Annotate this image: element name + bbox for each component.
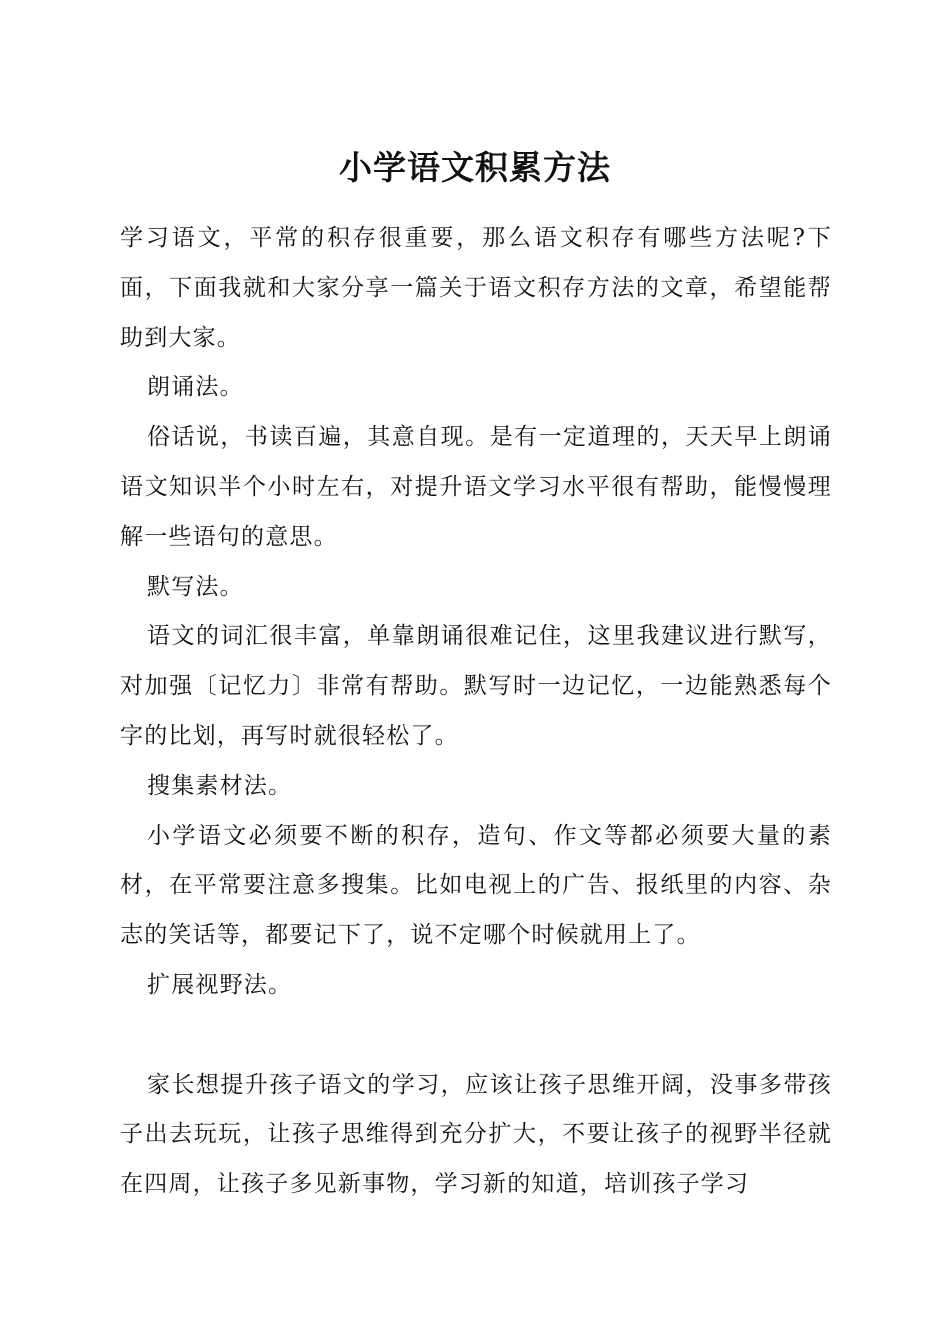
document-body [120, 214, 832, 1210]
paragraph-broaden-horizons: 家长想提升孩子语文的学习，应该让孩子思维开阔，没事多带孩子出去玩玩，让孩子思维得到充分扩大，不要让孩子的视野半径就在四周，让孩子多见新事物，学习新的知道，培训孩子学习 [120, 1071, 832, 1198]
paragraph-dictation: 语文的词汇很丰富，单靠朗诵很难记住，这里我建议进行默写，对加强〔记忆力〕非常有帮助。默写时一边记忆，一边能熟悉每个字的比划，再写时就很轻松了。 [120, 623, 832, 749]
section-heading-reading-aloud: 朗诵法。 [147, 374, 244, 401]
paragraph-reading-aloud: 俗话说，书读百遍，其意自现。是有一定道理的，天天早上朗诵语文知识半个小时左右，对提升语文学习水平很有帮助，能慢慢理解一些语句的意思。 [120, 424, 832, 550]
section-heading-material-collection: 搜集素材法。 [147, 772, 293, 799]
paragraph-material-collection: 小学语文必须要不断的积存，造句、作文等都必须要大量的素材，在平常要注意多搜集。比如电视上的广告、报纸里的内容、杂志的笑话等，都要记下了，说不定哪个时候就用上了。 [120, 822, 832, 949]
section-heading-dictation: 默写法。 [147, 573, 244, 600]
section-heading-broaden-horizons: 扩展视野法。 [147, 971, 293, 998]
document-title: 小学语文积累方法 [339, 148, 611, 187]
intro-paragraph: 学习语文，平常的积存很重要，那么语文积存有哪些方法呢?下面，下面我就和大家分享一篇关于语文积存方法的文章，希望能帮助到大家。 [120, 225, 832, 351]
